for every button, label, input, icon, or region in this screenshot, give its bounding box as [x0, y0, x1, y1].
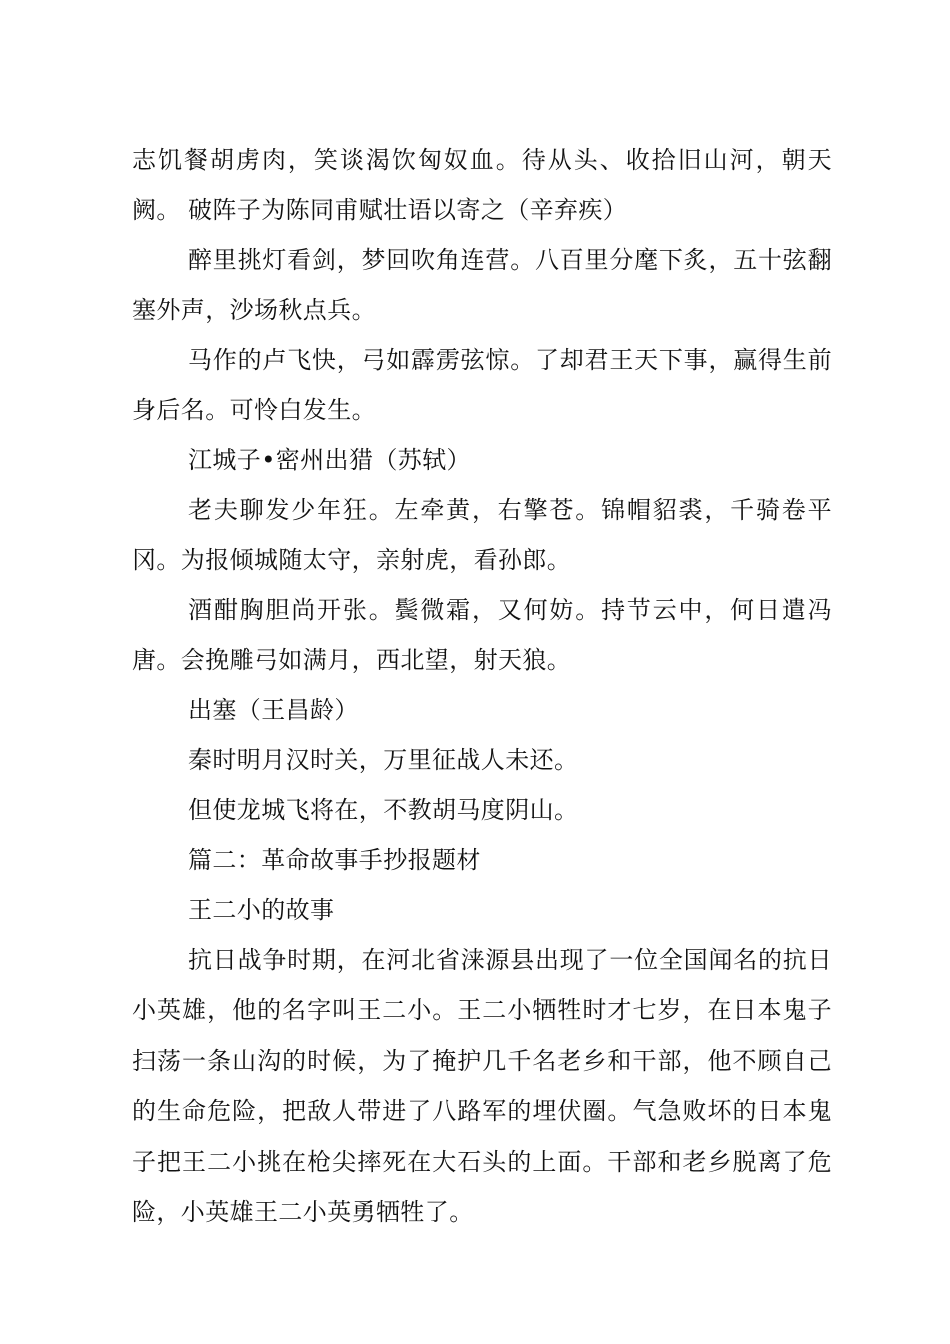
poem-line-continuation: 志饥餐胡虏肉，笑谈渴饮匈奴血。待从头、收拾旧山河，朝天阙。: [132, 146, 832, 225]
poem-stanza: 老夫聊发少年狂。左牵黄，右擎苍。锦帽貂裘，千骑卷平冈。为报倾城随太守，亲射虎，看孙郎。: [132, 496, 832, 575]
story-body: 抗日战争时期，在河北省涞源县出现了一位全国闻名的抗日小英雄，他的名字叫王二小。王二小牺牲时才七岁，在日本鬼子扫荡一条山沟的时候，为了掩护几千名老乡和干部，他不顾自己的生命危险，把敌人带进了八路军的埋伏圈。气急败坏的日本鬼子把王二小挑在枪尖摔死在大石头的上面。干部和老乡脱离了危险，小英雄王二小英勇牺牲了。: [132, 946, 832, 1227]
poem-stanza: 醉里挑灯看剑，梦回吹角连营。八百里分麾下炙，五十弦翻塞外声，沙场秋点兵。: [132, 246, 832, 325]
poem-stanza: 马作的卢飞快，弓如霹雳弦惊。了却君王天下事，赢得生前身后名。可怜白发生。: [132, 346, 832, 425]
poem-title-jiangchengzi: 江城子•密州出猎（苏轼）: [188, 446, 471, 474]
story-title: 王二小的故事: [188, 896, 335, 924]
section-heading: 篇二：革命故事手抄报题材: [188, 846, 481, 874]
poem-title-pozhenzi: 破阵子为陈同甫赋壮语以寄之（辛弃疾）: [188, 196, 628, 224]
poem-stanza: 酒酣胸胆尚开张。鬓微霜，又何妨。持节云中，何日遣冯唐。会挽雕弓如满月，西北望，射天狼。: [132, 596, 832, 675]
poem-line: 但使龙城飞将在，不教胡马度阴山。: [188, 796, 579, 824]
poem-title-chusai: 出塞（王昌龄）: [188, 696, 359, 724]
poem-line: 秦时明月汉时关，万里征战人未还。: [188, 746, 579, 774]
